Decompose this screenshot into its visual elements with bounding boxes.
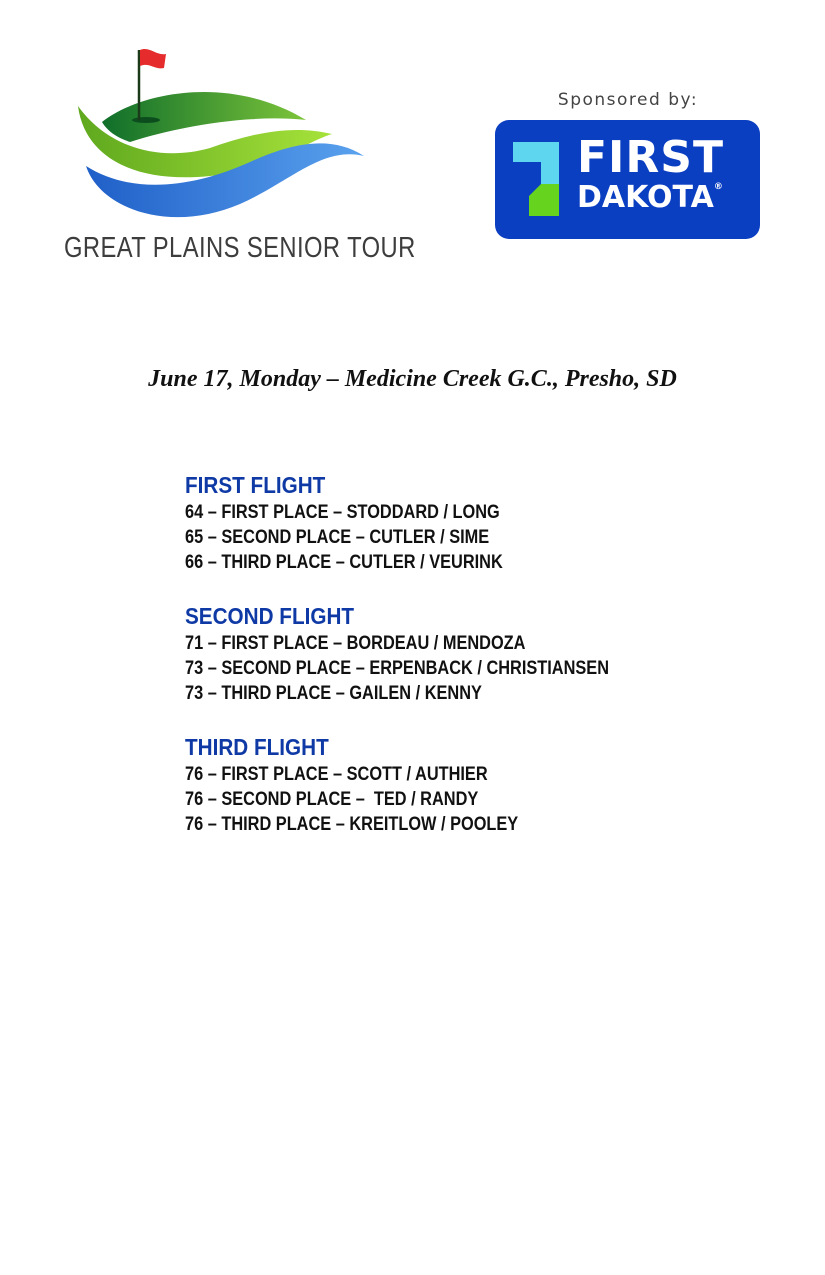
result-line: 76 – THIRD PLACE – KREITLOW / POOLEY — [185, 814, 519, 835]
flight-section — [185, 601, 745, 706]
result-line: 66 – THIRD PLACE – CUTLER / VEURINK — [185, 552, 503, 573]
result-line: 73 – SECOND PLACE – ERPENBACK / CHRISTIANSEN — [185, 658, 610, 679]
trademark-symbol: ® — [713, 182, 723, 192]
flight-section — [185, 470, 745, 575]
flight-title: THIRD FLIGHT — [185, 734, 329, 760]
sponsor-label: Sponsored by: — [557, 90, 699, 110]
tour-name: GREAT PLAINS SENIOR TOUR — [64, 232, 416, 264]
result-line: 73 – THIRD PLACE – GAILEN / KENNY — [185, 683, 482, 704]
result-line: 76 – FIRST PLACE – SCOTT / AUTHIER — [185, 764, 488, 785]
tour-logo — [60, 44, 416, 274]
result-line: 64 – FIRST PLACE – STODDARD / LONG — [185, 502, 500, 523]
event-title: June 17, Monday – Medicine Creek G.C., Presho, SD — [148, 366, 677, 392]
result-line: 76 – SECOND PLACE – TED / RANDY — [185, 789, 479, 810]
results-list — [185, 470, 745, 863]
flight-title: FIRST FLIGHT — [185, 472, 326, 498]
sponsor-name-line1: FIRST — [577, 132, 725, 183]
sponsor-name-line2: DAKOTA® — [577, 180, 723, 215]
flight-title: SECOND FLIGHT — [185, 603, 355, 629]
first-dakota-mark-icon — [511, 140, 567, 220]
result-line: 65 – SECOND PLACE – CUTLER / SIME — [185, 527, 490, 548]
flight-section — [185, 732, 745, 837]
golf-flag-icon — [140, 49, 166, 68]
result-line: 71 – FIRST PLACE – BORDEAU / MENDOZA — [185, 633, 526, 654]
golf-course-logo-icon — [60, 44, 380, 234]
sponsor-logo — [495, 120, 760, 239]
